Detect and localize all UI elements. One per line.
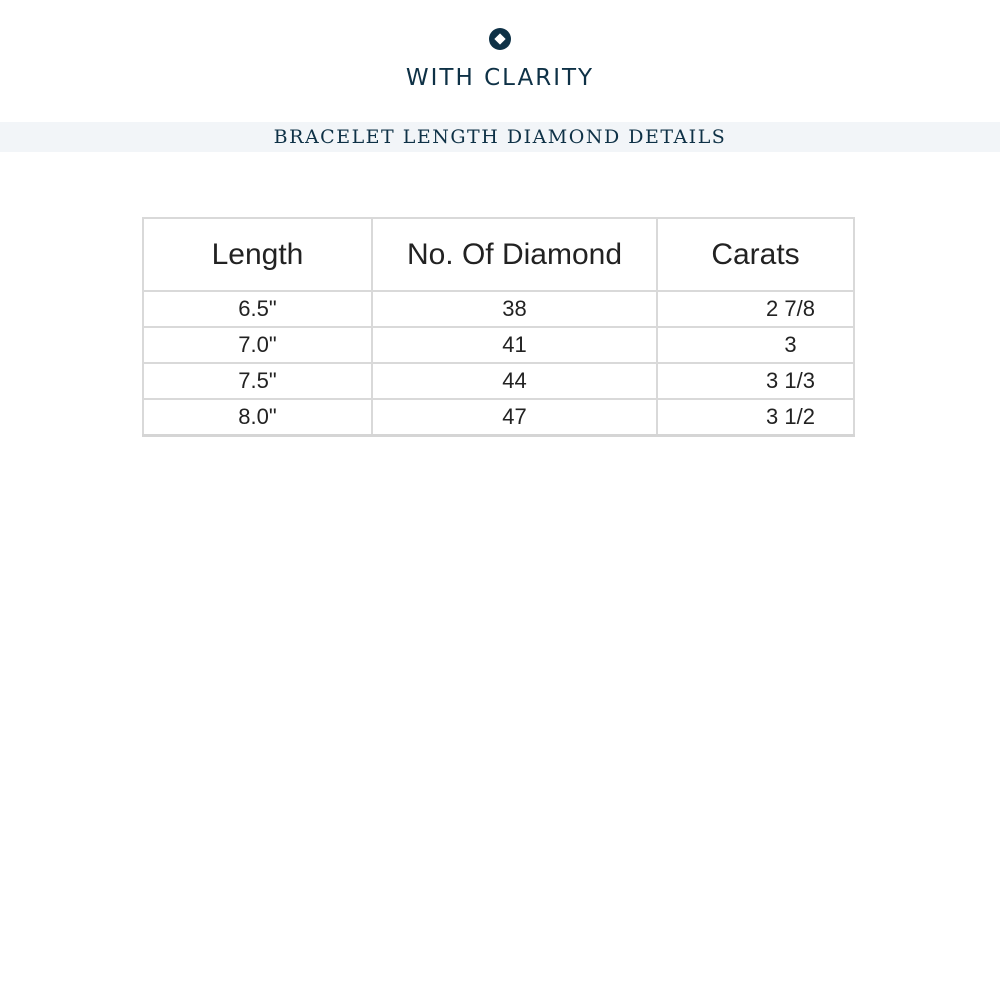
bracelet-details-table [142, 217, 855, 437]
column-header-carats: Carats [657, 218, 854, 291]
carats-cell [657, 363, 854, 399]
brand-name: WITH CLARITY [405, 65, 595, 91]
carats-value: 3 1/2 [766, 404, 815, 429]
length-cell: 6.5" [143, 291, 372, 327]
diamond-count-cell: 44 [372, 363, 657, 399]
diamond-count-cell: 38 [372, 291, 657, 327]
carats-cell [657, 327, 854, 363]
length-cell: 8.0" [143, 399, 372, 436]
carats-value: 3 1/3 [766, 368, 815, 393]
carats-cell [657, 291, 854, 327]
table-row [143, 291, 854, 327]
carats-value: 2 7/8 [766, 296, 815, 321]
carats-cell [657, 399, 854, 436]
column-header-length: Length [143, 218, 372, 291]
table-row [143, 363, 854, 399]
diamond-count-cell: 41 [372, 327, 657, 363]
column-header-diamonds: No. Of Diamond [372, 218, 657, 291]
page-title: BRACELET LENGTH DIAMOND DETAILS [273, 126, 727, 148]
details-table-container [142, 217, 853, 437]
diamond-count-cell: 47 [372, 399, 657, 436]
table-header-row [143, 218, 854, 291]
carats-value: 3 [784, 332, 797, 357]
brand-header [0, 0, 1000, 110]
table-row [143, 327, 854, 363]
title-bar [0, 122, 1000, 152]
table-row [143, 399, 854, 436]
diamond-circle-icon [489, 28, 511, 50]
length-cell: 7.5" [143, 363, 372, 399]
length-cell: 7.0" [143, 327, 372, 363]
